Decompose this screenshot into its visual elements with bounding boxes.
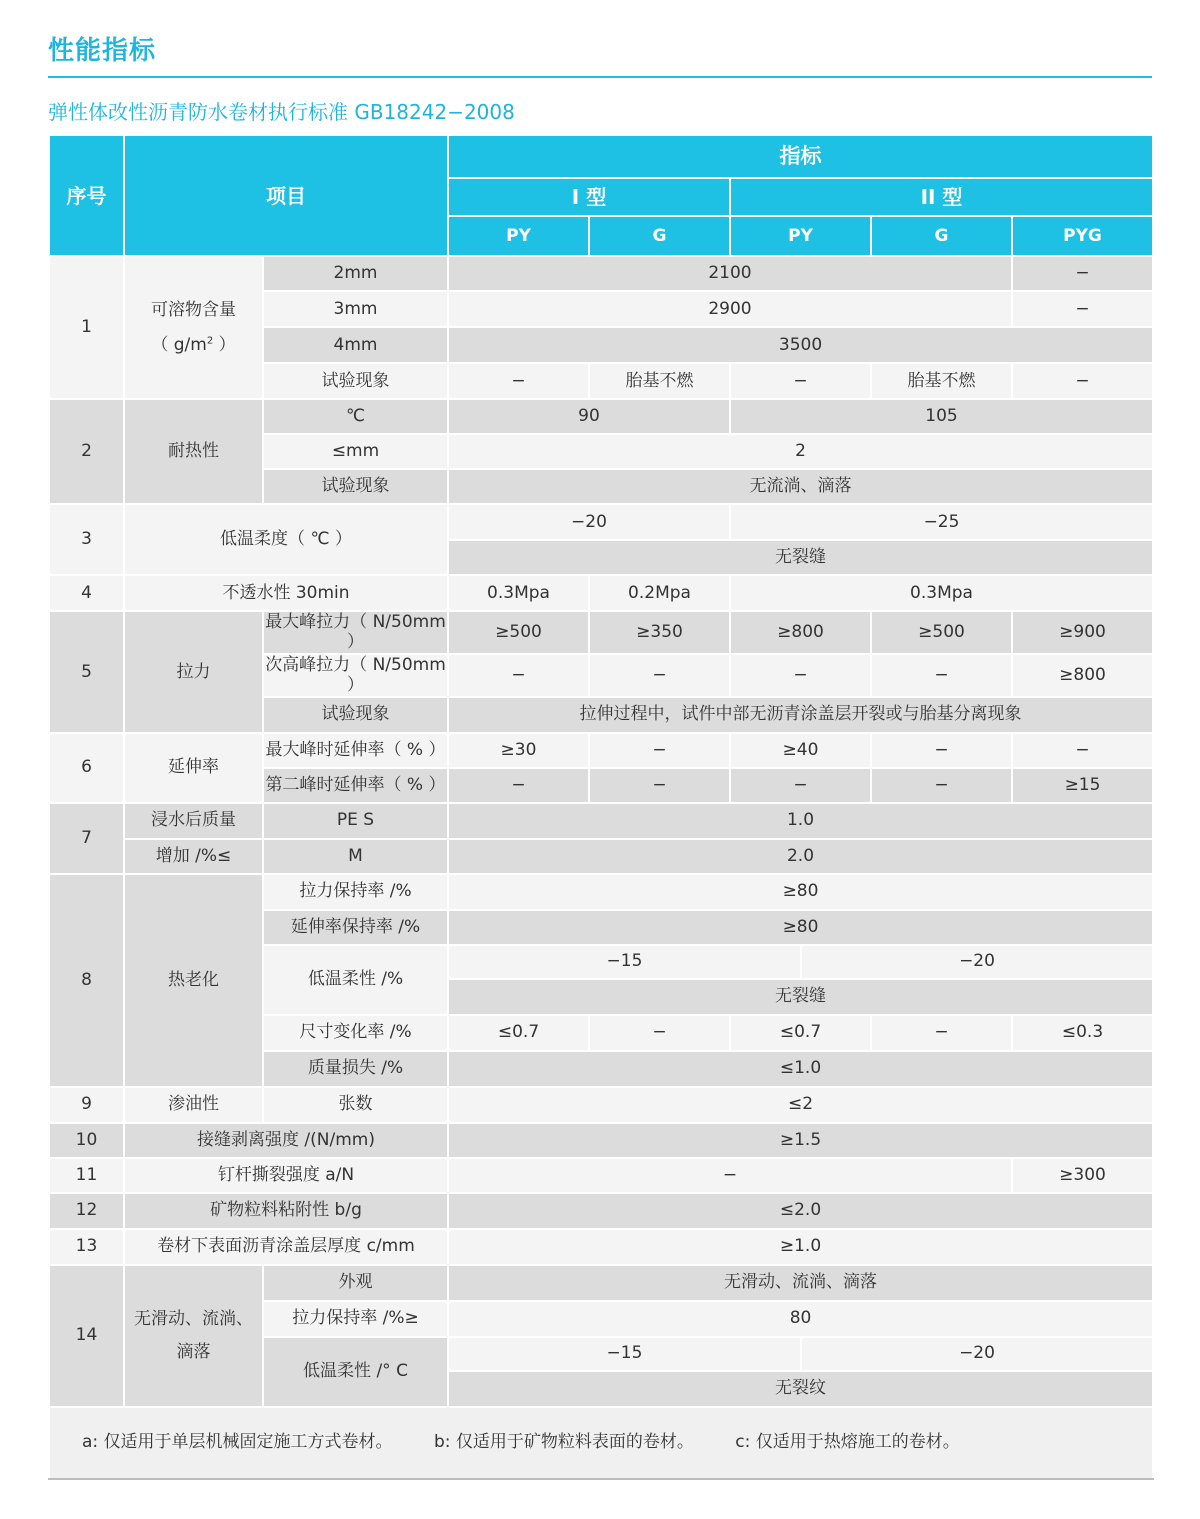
value-cell: ≥500 [448, 611, 589, 654]
table-row [49, 1229, 1153, 1265]
value-cell: ≥30 [448, 733, 589, 768]
sub-item: 最大峰拉力（ N/50mm ） [263, 611, 448, 654]
unit-text: （ g/m [151, 334, 207, 355]
col-header-sub: PY [448, 216, 589, 256]
value-cell: ≥80 [448, 910, 1153, 945]
value-cell: ≤1.0 [448, 1051, 1153, 1087]
row-item: 卷材下表面沥青涂盖层厚度 c/mm [124, 1229, 448, 1265]
col-header-sub: G [589, 216, 730, 256]
footnote-b: b: 仅适用于矿物粒料表面的卷材。 [433, 1432, 694, 1453]
sub-item: 次高峰拉力（ N/50mm ） [263, 654, 448, 697]
row-no: 12 [49, 1193, 124, 1229]
value-cell: ≥350 [589, 611, 730, 654]
sub-item: 低温柔性 /° C [263, 1337, 448, 1407]
row-no: 14 [49, 1265, 124, 1407]
sub-item: 低温柔性 /% [263, 945, 448, 1015]
title-divider [48, 76, 1152, 78]
value-cell: − [1012, 363, 1153, 399]
value-cell: 无裂缝 [448, 979, 1153, 1015]
row-no: 5 [49, 611, 124, 733]
row-no: 6 [49, 733, 124, 803]
footnotes [49, 1407, 1153, 1479]
value-cell: 2100 [448, 256, 1012, 291]
row-no: 10 [49, 1123, 124, 1158]
row-item: 增加 /%≤ [124, 839, 263, 874]
row-item: 耐热性 [124, 399, 263, 504]
value-cell: − [871, 1015, 1012, 1051]
value-cell: 2900 [448, 291, 1012, 327]
table-row [49, 733, 1153, 768]
sub-item: 尺寸变化率 /% [263, 1015, 448, 1051]
sub-item: ℃ [263, 399, 448, 434]
value-cell: − [589, 768, 730, 803]
value-cell: 无滑动、流淌、滴落 [448, 1265, 1153, 1301]
row-no: 8 [49, 874, 124, 1087]
sub-item: 外观 [263, 1265, 448, 1301]
value-cell: 90 [448, 399, 730, 434]
footnote-a: a: 仅适用于单层机械固定施工方式卷材。 [82, 1432, 393, 1453]
value-cell: 胎基不燃 [589, 363, 730, 399]
row-item: 接缝剥离强度 /(N/mm) [124, 1123, 448, 1158]
value-cell: ≥1.0 [448, 1229, 1153, 1265]
table-row [49, 504, 1153, 540]
table-row [49, 575, 1153, 611]
sub-item: 第二峰时延伸率（ % ） [263, 768, 448, 803]
value-cell: − [589, 1015, 730, 1051]
value-cell: 胎基不燃 [871, 363, 1012, 399]
row-no: 7 [49, 803, 124, 874]
col-header-sub: PY [730, 216, 871, 256]
value-cell: ≥900 [1012, 611, 1153, 654]
col-header-type1: I 型 [448, 178, 730, 216]
value-cell: 2 [448, 434, 1153, 469]
row-no: 13 [49, 1229, 124, 1265]
col-header-type2: II 型 [730, 178, 1153, 216]
value-cell: 无裂纹 [448, 1371, 1153, 1407]
col-header-no: 序号 [49, 135, 124, 256]
table-row [49, 1158, 1153, 1193]
value-cell: − [589, 654, 730, 697]
footnote-row [49, 1407, 1153, 1479]
table-row [49, 874, 1153, 910]
value-cell: − [448, 768, 589, 803]
row-item [124, 256, 263, 399]
value-cell: 拉伸过程中，试件中部无沥青涂盖层开裂或与胎基分离现象 [448, 697, 1153, 733]
value-cell: − [1012, 256, 1153, 291]
value-cell: −20 [801, 945, 1153, 979]
table-row [49, 1123, 1153, 1158]
col-header-index: 指标 [448, 135, 1153, 178]
table-row [49, 803, 1153, 839]
value-cell: 105 [730, 399, 1153, 434]
value-cell: − [1012, 733, 1153, 768]
sub-item: M [263, 839, 448, 874]
sub-item: 拉力保持率 /% [263, 874, 448, 910]
row-no: 4 [49, 575, 124, 611]
value-cell: ≥15 [1012, 768, 1153, 803]
table-row [49, 256, 1153, 291]
sub-item: 试验现象 [263, 363, 448, 399]
value-cell: ≥800 [1012, 654, 1153, 697]
value-cell: − [871, 654, 1012, 697]
row-no: 2 [49, 399, 124, 504]
value-cell: − [448, 1158, 1012, 1193]
value-cell: ≥80 [448, 874, 1153, 910]
value-cell: ≤0.3 [1012, 1015, 1153, 1051]
value-cell: − [448, 363, 589, 399]
row-item-line: 滴落 [176, 1341, 211, 1362]
row-no: 9 [49, 1087, 124, 1123]
sub-item: PE S [263, 803, 448, 839]
row-item: 渗油性 [124, 1087, 263, 1123]
value-cell: 无裂缝 [448, 540, 1153, 575]
value-cell: ≤0.7 [730, 1015, 871, 1051]
row-no: 11 [49, 1158, 124, 1193]
value-cell: − [730, 654, 871, 697]
row-item: 延伸率 [124, 733, 263, 803]
value-cell: −20 [448, 504, 730, 540]
col-header-sub: G [871, 216, 1012, 256]
value-cell: 0.3Mpa [730, 575, 1153, 611]
unit-superscript: 2 [206, 334, 214, 346]
value-cell: ≥500 [871, 611, 1012, 654]
value-cell: 0.2Mpa [589, 575, 730, 611]
sub-item: 3mm [263, 291, 448, 327]
value-cell: ≤0.7 [448, 1015, 589, 1051]
value-cell: ≥40 [730, 733, 871, 768]
value-cell: − [448, 654, 589, 697]
value-cell: 2.0 [448, 839, 1153, 874]
row-item: 不透水性 30min [124, 575, 448, 611]
sub-item: 质量损失 /% [263, 1051, 448, 1087]
footnote-c: c: 仅适用于热熔施工的卷材。 [735, 1432, 960, 1453]
standard-subtitle: 弹性体改性沥青防水卷材执行标准 GB18242−2008 [48, 100, 515, 124]
value-cell: − [589, 733, 730, 768]
value-cell: 0.3Mpa [448, 575, 589, 611]
header-row [49, 135, 1153, 178]
table-row [49, 839, 1153, 874]
row-item: 低温柔度（ ℃ ） [124, 504, 448, 575]
value-cell: 80 [448, 1301, 1153, 1337]
row-no: 1 [49, 256, 124, 399]
table-row [49, 1265, 1153, 1301]
sub-item: 试验现象 [263, 697, 448, 733]
value-cell: −15 [448, 945, 801, 979]
sub-item: 2mm [263, 256, 448, 291]
value-cell: ≥300 [1012, 1158, 1153, 1193]
row-item: 矿物粒料粘附性 b/g [124, 1193, 448, 1229]
value-cell: 1.0 [448, 803, 1153, 839]
row-item-line: 无滑动、流淌、 [134, 1309, 253, 1330]
value-cell: ≥1.5 [448, 1123, 1153, 1158]
table-row [49, 399, 1153, 434]
sub-item: 拉力保持率 /%≥ [263, 1301, 448, 1337]
table-row [49, 1193, 1153, 1229]
table-row [49, 1087, 1153, 1123]
value-cell: 无流淌、滴落 [448, 469, 1153, 504]
row-item: 钉杆撕裂强度 a/N [124, 1158, 448, 1193]
unit-text: ） [213, 334, 236, 355]
sub-item: 4mm [263, 327, 448, 363]
value-cell: − [871, 768, 1012, 803]
page-title: 性能指标 [48, 36, 157, 66]
sub-item: 试验现象 [263, 469, 448, 504]
table-row [49, 611, 1153, 654]
row-item: 热老化 [124, 874, 263, 1087]
row-item: 浸水后质量 [124, 803, 263, 839]
value-cell: − [1012, 291, 1153, 327]
value-cell: 3500 [448, 327, 1153, 363]
value-cell: ≤2 [448, 1087, 1153, 1123]
col-header-sub: PYG [1012, 216, 1153, 256]
row-item-unit [125, 335, 262, 355]
sub-item: 延伸率保持率 /% [263, 910, 448, 945]
value-cell: −25 [730, 504, 1153, 540]
row-item: 拉力 [124, 611, 263, 733]
sub-item: 张数 [263, 1087, 448, 1123]
sub-item: 最大峰时延伸率（ % ） [263, 733, 448, 768]
value-cell: ≥800 [730, 611, 871, 654]
row-no: 3 [49, 504, 124, 575]
row-item [124, 1265, 263, 1407]
value-cell: − [871, 733, 1012, 768]
value-cell: −15 [448, 1337, 801, 1371]
value-cell: − [730, 363, 871, 399]
value-cell: −20 [801, 1337, 1153, 1371]
row-item-name: 可溶物含量 [151, 300, 236, 321]
performance-table [48, 134, 1154, 1480]
col-header-item: 项目 [124, 135, 448, 256]
value-cell: − [730, 768, 871, 803]
sub-item: ≤mm [263, 434, 448, 469]
value-cell: ≤2.0 [448, 1193, 1153, 1229]
